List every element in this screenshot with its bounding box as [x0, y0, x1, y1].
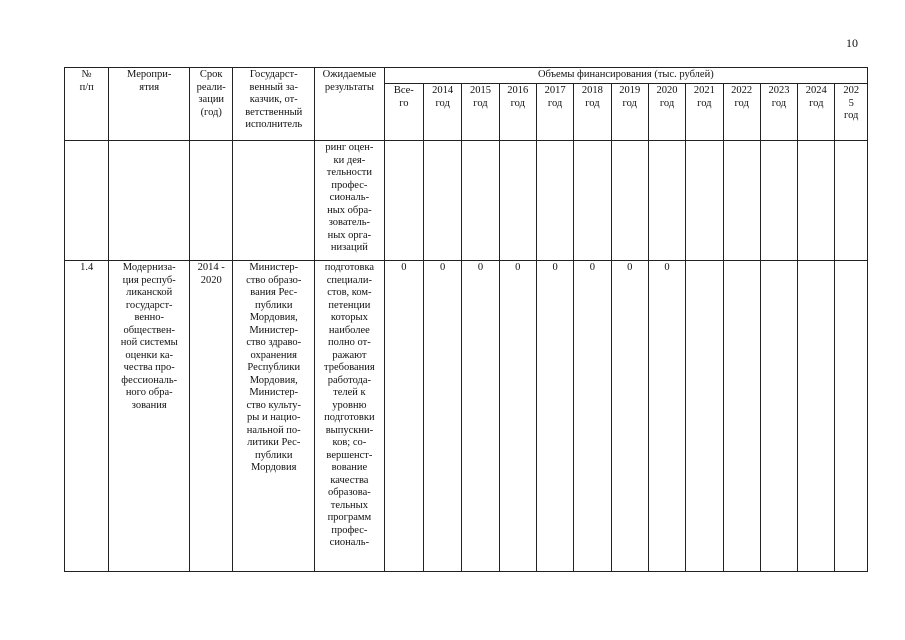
cell-value	[760, 261, 797, 572]
cell-value	[536, 141, 573, 261]
header-results: Ожидаемые результаты	[315, 68, 385, 141]
header-year: 2017 год	[536, 84, 573, 141]
cell-value	[462, 141, 499, 261]
header-row	[65, 68, 868, 84]
cell-value	[723, 261, 760, 572]
financing-table	[64, 67, 868, 572]
cell-num	[65, 141, 109, 261]
cell-results: ринг оцен- ки дея- тельности профес- сиональ- ных обра- зователь- ных орга- низаций	[315, 141, 385, 261]
page-number: 10	[846, 36, 858, 50]
header-year-total: Все- го	[384, 84, 423, 141]
header-year: 2016 год	[499, 84, 536, 141]
cell-value	[798, 261, 835, 572]
header-customer: Государст- венный за- казчик, от- ветственный исполнитель	[233, 68, 315, 141]
cell-value	[424, 141, 462, 261]
header-year: 2024 год	[798, 84, 835, 141]
cell-value: 0	[611, 261, 648, 572]
cell-value: 0	[536, 261, 573, 572]
cell-value: 0	[499, 261, 536, 572]
cell-value	[611, 141, 648, 261]
header-term: Срок реали- зации (год)	[190, 68, 233, 141]
cell-num: 1.4	[65, 261, 109, 572]
cell-customer	[233, 141, 315, 261]
header-event: Меропри- ятия	[109, 68, 190, 141]
cell-value: 0	[384, 261, 423, 572]
header-year: 2020 год	[648, 84, 685, 141]
cell-value	[499, 141, 536, 261]
table-row	[65, 141, 868, 261]
cell-value	[723, 141, 760, 261]
cell-value: 0	[424, 261, 462, 572]
table-row	[65, 261, 868, 572]
cell-term: 2014 - 2020	[190, 261, 233, 572]
cell-value	[835, 141, 868, 261]
cell-value: 0	[574, 261, 611, 572]
cell-results: подготовка специали- стов, ком- петенции которых наиболее полно от- ражают требования работода- телей к уровню подготовки выпускни- ков; со- вершенст- вование качества образова- тельных программ профес- сиональ-	[315, 261, 385, 572]
cell-event: Модерниза- ция респуб- ликанской государст- венно- обществен- ной системы оценки ка- чества про- фессиональ- ного обра- зования	[109, 261, 190, 572]
header-num: № п/п	[65, 68, 109, 141]
cell-term	[190, 141, 233, 261]
cell-event	[109, 141, 190, 261]
header-year: 2018 год	[574, 84, 611, 141]
cell-value	[760, 141, 797, 261]
header-year: 202 5 год	[835, 84, 868, 141]
cell-value: 0	[648, 261, 685, 572]
header-year: 2022 год	[723, 84, 760, 141]
header-year: 2023 год	[760, 84, 797, 141]
cell-value: 0	[462, 261, 499, 572]
cell-value	[686, 141, 723, 261]
header-year: 2021 год	[686, 84, 723, 141]
header-year: 2019 год	[611, 84, 648, 141]
header-year: 2015 год	[462, 84, 499, 141]
cell-value	[384, 141, 423, 261]
header-year: 2014 год	[424, 84, 462, 141]
cell-value	[798, 141, 835, 261]
cell-value	[835, 261, 868, 572]
cell-customer: Министер- ство образо- вания Рес- публики Мордовия, Министер- ство здраво- охранения Республики Мордовия, Министер- ство культу- ры и нацио- нальной по- литики Рес- публики Мордовия	[233, 261, 315, 572]
cell-value	[574, 141, 611, 261]
header-financing: Объемы финансирования (тыс. рублей)	[384, 68, 867, 84]
cell-value	[686, 261, 723, 572]
cell-value	[648, 141, 685, 261]
